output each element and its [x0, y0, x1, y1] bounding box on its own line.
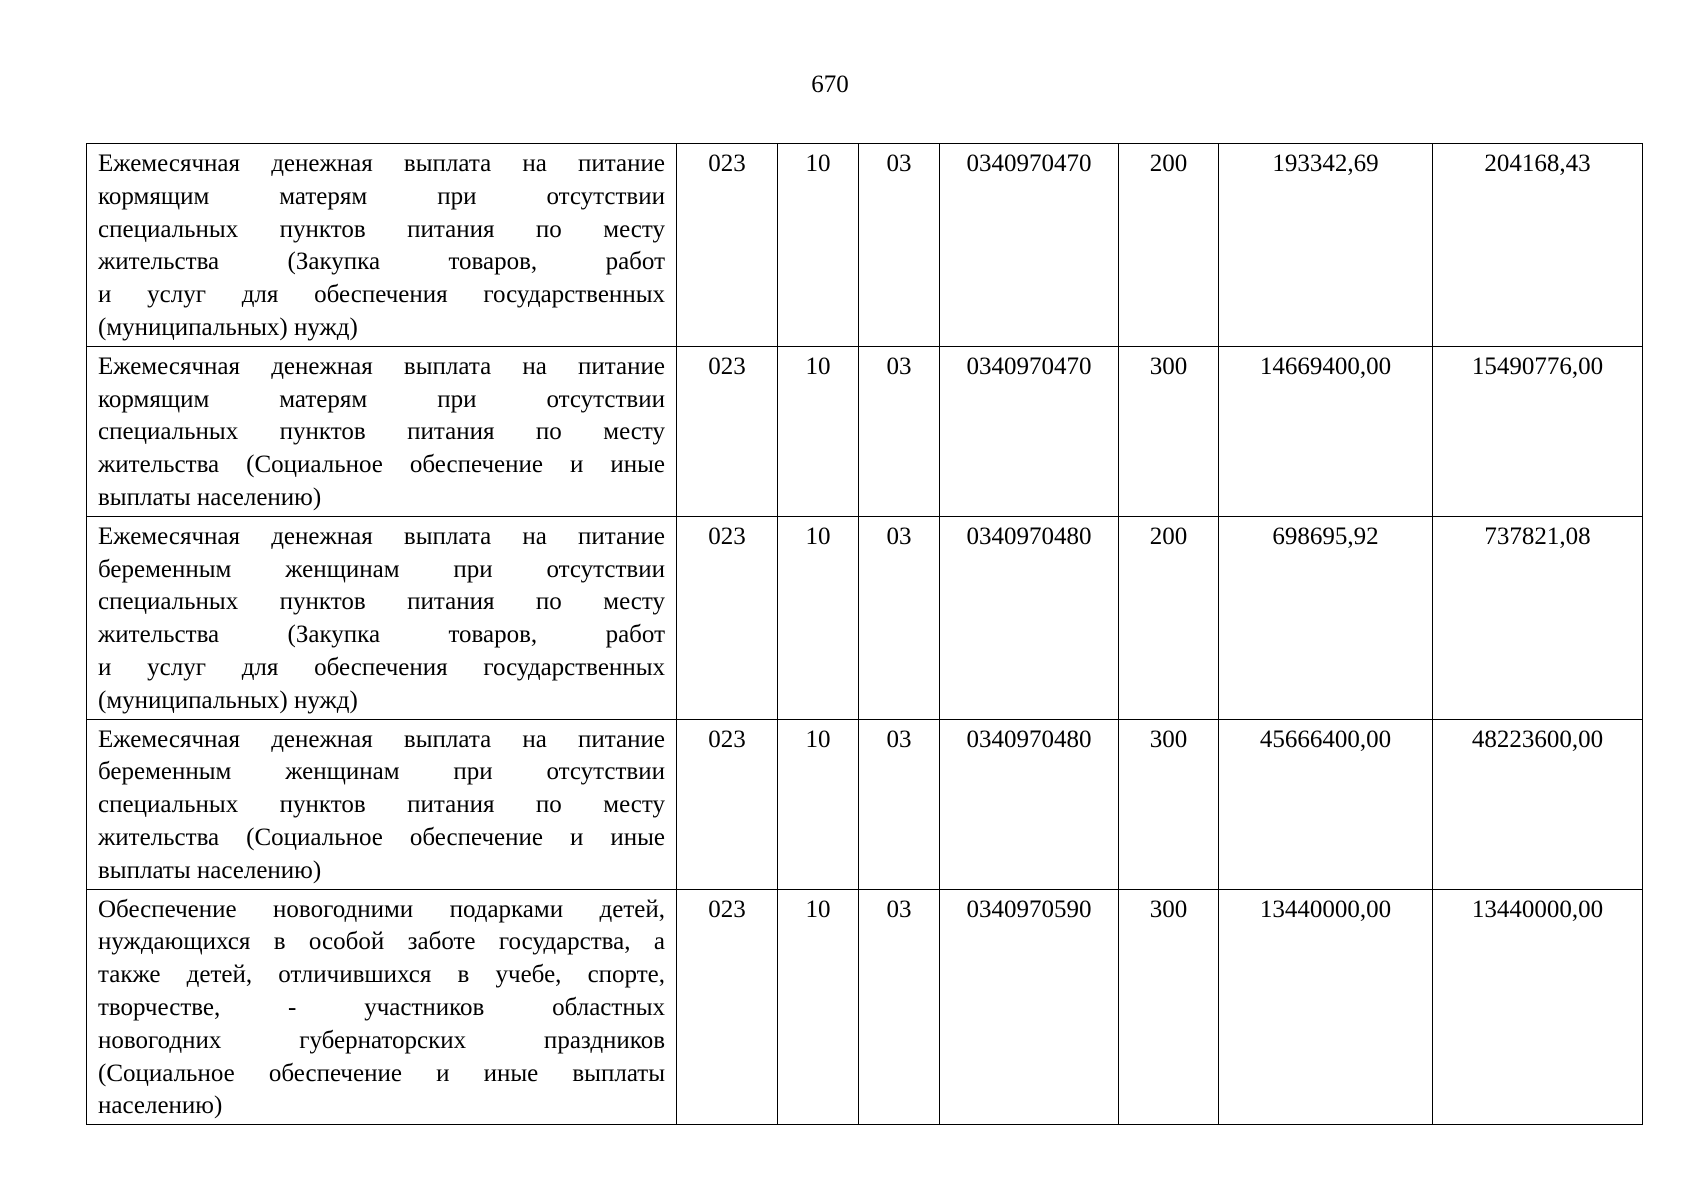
subsection-code: 03 — [859, 889, 940, 1125]
budget-table — [86, 143, 1643, 1125]
description-line: (Социальное обеспечение и иные выплаты — [98, 1059, 665, 1087]
ministry-code: 023 — [677, 516, 778, 719]
amount-year-2: 48223600,00 — [1433, 719, 1643, 889]
expense-type-code: 200 — [1119, 144, 1219, 347]
description-line: кормящим матерям при отсутствии — [98, 385, 665, 413]
subsection-code: 03 — [859, 719, 940, 889]
section-code: 10 — [778, 346, 859, 516]
description-line: жительства (Закупка товаров, работ — [98, 621, 665, 649]
description-line: жительства (Закупка товаров, работ — [98, 248, 665, 276]
description-line: беременным женщинам при отсутствии — [98, 555, 665, 583]
target-article-code: 0340970480 — [940, 516, 1119, 719]
description-line: населению) — [98, 1092, 223, 1120]
section-code: 10 — [778, 516, 859, 719]
ministry-code: 023 — [677, 719, 778, 889]
description-line: и услуг для обеспечения государственных — [98, 281, 665, 309]
description-line: и услуг для обеспечения государственных — [98, 653, 665, 681]
amount-year-2: 15490776,00 — [1433, 346, 1643, 516]
target-article-code: 0340970480 — [940, 719, 1119, 889]
description-line: также детей, отличившихся в учебе, спорте, — [98, 961, 665, 989]
description-line: Ежемесячная денежная выплата на питание — [98, 352, 665, 380]
description-line: специальных пунктов питания по месту — [98, 418, 665, 446]
section-code: 10 — [778, 719, 859, 889]
description-line: специальных пунктов питания по месту — [98, 588, 665, 616]
expense-type-code: 300 — [1119, 889, 1219, 1125]
ministry-code: 023 — [677, 346, 778, 516]
description-line: выплаты населению) — [98, 856, 322, 884]
row-description — [87, 346, 677, 516]
description-line: специальных пунктов питания по месту — [98, 215, 665, 243]
expense-type-code: 200 — [1119, 516, 1219, 719]
description-line: жительства (Социальное обеспечение и иные — [98, 823, 665, 851]
amount-year-1: 698695,92 — [1219, 516, 1433, 719]
table-row — [87, 889, 1643, 1125]
row-description — [87, 889, 677, 1125]
row-description — [87, 516, 677, 719]
row-description — [87, 144, 677, 347]
target-article-code: 0340970470 — [940, 144, 1119, 347]
subsection-code: 03 — [859, 144, 940, 347]
amount-year-1: 45666400,00 — [1219, 719, 1433, 889]
target-article-code: 0340970590 — [940, 889, 1119, 1125]
description-line: Ежемесячная денежная выплата на питание — [98, 725, 665, 753]
amount-year-1: 14669400,00 — [1219, 346, 1433, 516]
description-line: кормящим матерям при отсутствии — [98, 182, 665, 210]
description-line: новогодних губернаторских праздников — [98, 1026, 665, 1054]
description-line: Ежемесячная денежная выплата на питание — [98, 150, 665, 177]
section-code: 10 — [778, 889, 859, 1125]
amount-year-2: 204168,43 — [1433, 144, 1643, 347]
expense-type-code: 300 — [1119, 346, 1219, 516]
expense-type-code: 300 — [1119, 719, 1219, 889]
ministry-code: 023 — [677, 144, 778, 347]
description-line: творчестве, - участников областных — [98, 993, 665, 1021]
description-line: (муниципальных) нужд) — [98, 686, 358, 714]
row-description — [87, 719, 677, 889]
table-row — [87, 144, 1643, 347]
amount-year-1: 193342,69 — [1219, 144, 1433, 347]
description-line: нуждающихся в особой заботе государства, а — [98, 928, 665, 956]
description-line: жительства (Социальное обеспечение и иные — [98, 451, 665, 479]
amount-year-2: 737821,08 — [1433, 516, 1643, 719]
description-line: беременным женщинам при отсутствии — [98, 758, 665, 786]
table-row — [87, 719, 1643, 889]
section-code: 10 — [778, 144, 859, 347]
description-line: (муниципальных) нужд) — [98, 313, 358, 341]
description-line: Обеспечение новогодними подарками детей, — [98, 895, 665, 923]
subsection-code: 03 — [859, 516, 940, 719]
ministry-code: 023 — [677, 889, 778, 1125]
amount-year-1: 13440000,00 — [1219, 889, 1433, 1125]
amount-year-2: 13440000,00 — [1433, 889, 1643, 1125]
description-line: Ежемесячная денежная выплата на питание — [98, 522, 665, 550]
target-article-code: 0340970470 — [940, 346, 1119, 516]
table-row — [87, 346, 1643, 516]
table-row — [87, 516, 1643, 719]
description-line: выплаты населению) — [98, 483, 322, 511]
subsection-code: 03 — [859, 346, 940, 516]
description-line: специальных пунктов питания по месту — [98, 791, 665, 819]
page-number: 670 — [811, 71, 849, 98]
